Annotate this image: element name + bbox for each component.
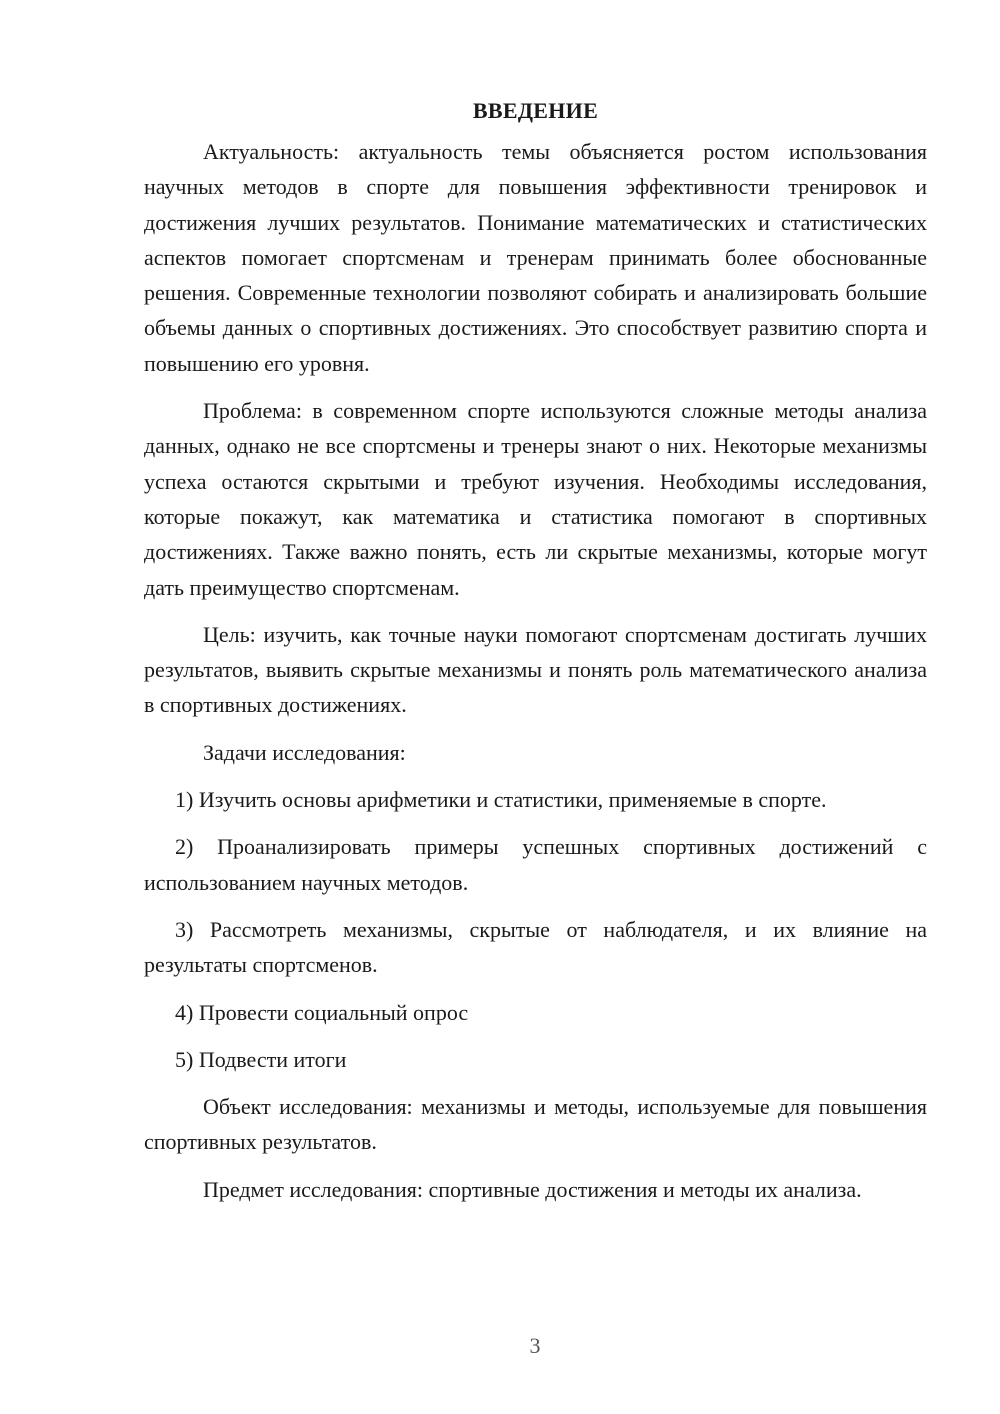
subject-paragraph: Предмет исследования: спортивные достижения и методы их анализа. [203,1176,862,1202]
task-item-1: 1) Изучить основы арифметики и статистики, применяемые в спорте. [175,787,827,813]
task-item-3: 3) Рассмотреть механизмы, скрытые от наблюдателя, и их влияние на результаты спортсменов. [144,916,927,978]
page-number: 3 [529,1333,541,1358]
relevance-paragraph: Актуальность: актуальность темы объясняется ростом использования научных методов в спорте для повышения эффективности тренировок и достижения лучших результатов. Понимание математических и статистических аспектов помогает спортсменам и тренерам принимать более обоснованные решения. Современные технологии позволяют собирать и анализировать большие объемы данных о спортивных достижениях. Это способствует развитию спорта и повышению его уровня. [144,139,927,376]
problem-paragraph: Проблема: в современном спорте используются сложные методы анализа данных, однако не все спортсмены и тренеры знают о них. Некоторые механизмы успеха остаются скрытыми и требуют изучения. Необходимы исследования, которые покажут, как математика и статистика помогают в спортивных достижениях. Также важно понять, есть ли скрытые механизмы, которые могут дать преимущество спортсменам. [144,398,927,600]
object-paragraph: Объект исследования: механизмы и методы, используемые для повышения спортивных результатов. [144,1094,927,1155]
page-title: ВВЕДЕНИЕ [472,98,599,123]
task-item-4: 4) Провести социальный опрос [175,999,469,1025]
tasks-heading: Задачи исследования: [203,739,406,765]
task-item-5: 5) Подвести итоги [175,1046,347,1072]
task-item-2: 2) Проанализировать примеры успешных спортивных достижений с использованием научных методов. [144,834,927,895]
goal-paragraph: Цель: изучить, как точные науки помогают спортсменам достигать лучших результатов, выявить скрытые механизмы и понять роль математического анализа в спортивных достижениях. [144,621,927,718]
page-content [144,96,927,1207]
